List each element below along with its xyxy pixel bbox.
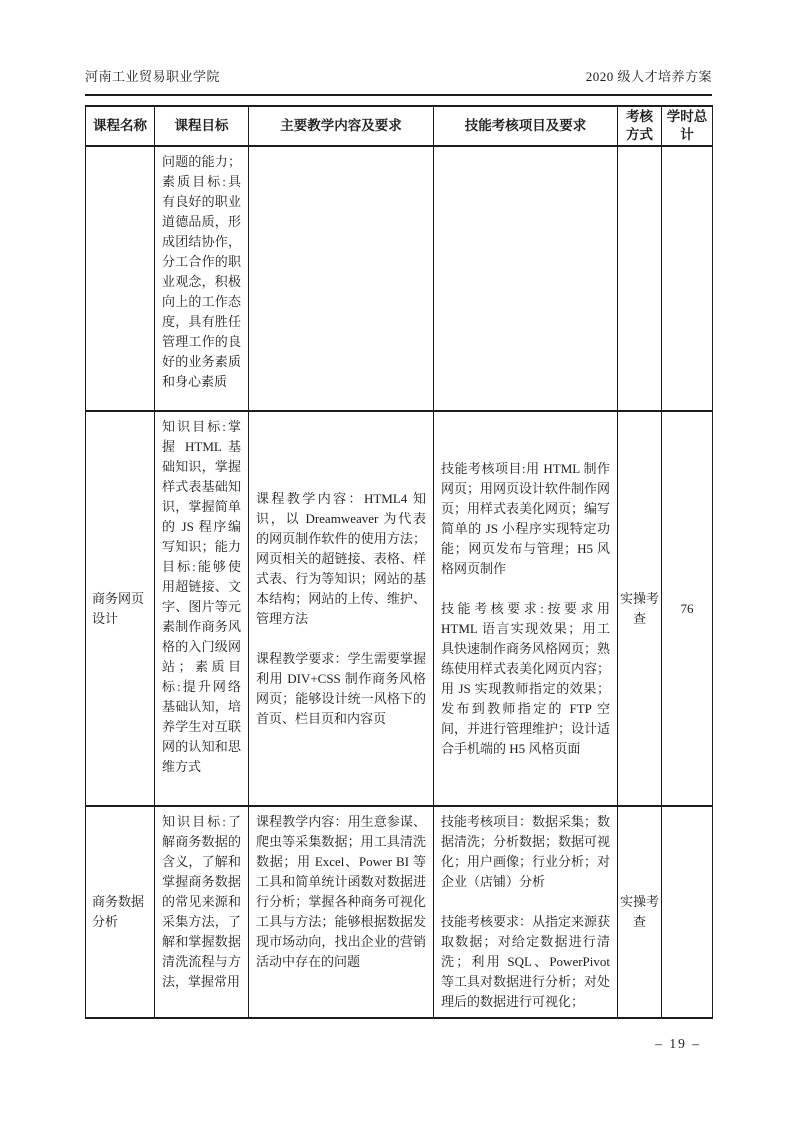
content-paragraph: 课程教学要求：学生需要掌握利用 DIV+CSS 制作商务风格网页；能够设计统一风格下的首页、栏目页和内容页: [256, 650, 426, 726]
table-row: [86, 806, 713, 1018]
cell-assessment: [434, 146, 618, 411]
cell-method: [618, 146, 662, 411]
page-header: [85, 66, 712, 96]
header-objectives: 课程目标: [155, 106, 249, 146]
cell-assessment: [434, 411, 618, 806]
assessment-paragraph: 技能考核项目:用 HTML 制作网页；用网页设计软件制作网页；用样式表美化网页；编写简单的 JS 小程序实现特定功能；网页发布与管理；H5 风格网页制作: [441, 460, 611, 576]
header-hours: 学时总计: [662, 106, 713, 146]
assessment-paragraph: 技能考核项目：数据采集；数据清洗；分析数据；数据可视化；用户画像；行业分析；对企业（店铺）分析: [441, 814, 611, 889]
assessment-paragraph: 技能考核要求：从指定来源获取数据；对给定数据进行清洗；利用 SQL、PowerPivot 等工具对数据进行分析；对处理后的数据进行可视化；: [441, 914, 611, 1009]
cell-objectives: 知识目标:了解商务数据的含义，了解和掌握商务数据的常见来源和采集方法，了解和掌握数据清洗流程与方法，掌握常用: [155, 806, 249, 1018]
institution-name: 河南工业贸易职业学院: [85, 69, 221, 84]
cell-course-name: 商务数据分析: [86, 806, 155, 1018]
cell-method: 实操考查: [618, 411, 662, 806]
content-paragraph: 课程教学内容：HTML4 知识，以 Dreamweaver 为代表的网页制作软件的使用方法；网页相关的超链接、表格、样式表、行为等知识；网站的基本结构；网站的上传、维护、管理方法: [256, 490, 426, 626]
cell-assessment: [434, 806, 618, 1018]
cell-objectives: 问题的能力；素质目标:具有良好的职业道德品质，形成团结协作，分工合作的职业观念，积极向上的工作态度，具有胜任管理工作的良好的业务素质和身心素质: [155, 146, 249, 411]
table-row: [86, 411, 713, 806]
cell-course-name: 商务网页设计: [86, 411, 155, 806]
cell-content: [249, 146, 434, 411]
cell-content: [249, 806, 434, 1018]
document-title: 2020 级人才培养方案: [585, 69, 712, 84]
content-paragraph: 课程教学内容：用生意参谋、爬虫等采集数据；用工具清洗数据；用 Excel、Power BI 等工具和简单统计函数对数据进行分析；掌握各种商务可视化工具与方法；能够根据数据发现市场动向，找出企业的营销活动中存在的问题: [256, 814, 426, 969]
cell-method: 实操考查: [618, 806, 662, 1018]
page-number: – 19 –: [655, 1036, 701, 1051]
header-course-name: 课程名称: [86, 106, 155, 146]
cell-content: [249, 411, 434, 806]
cell-course-name: [86, 146, 155, 411]
course-table: [85, 105, 713, 1019]
header-content: 主要教学内容及要求: [249, 106, 434, 146]
assessment-paragraph: 技能考核要求:按要求用 HTML 语言实现效果；用工具快速制作商务风格网页；熟练使用样式表美化网页内容；用 JS 实现教师指定的效果；发布到教师指定的 FTP 空间，并进行管理维护；设计适合手机端的 H5 风格页面: [441, 600, 611, 756]
table-row: [86, 146, 713, 411]
header-method: 考核方式: [618, 106, 662, 146]
header-assessment: 技能考核项目及要求: [434, 106, 618, 146]
cell-objectives: 知识目标:掌握 HTML 基础知识，掌握样式表基础知识，掌握简单的 JS 程序编写知识；能力目标:能够使用超链接、文字、图片等元素制作商务风格的入门级网站；素质目标:提升网络基础认知，培养学生对互联网的认知和思维方式: [155, 411, 249, 806]
cell-hours: 76: [662, 411, 713, 806]
cell-hours: [662, 806, 713, 1018]
table-header-row: [86, 106, 713, 146]
cell-hours: [662, 146, 713, 411]
